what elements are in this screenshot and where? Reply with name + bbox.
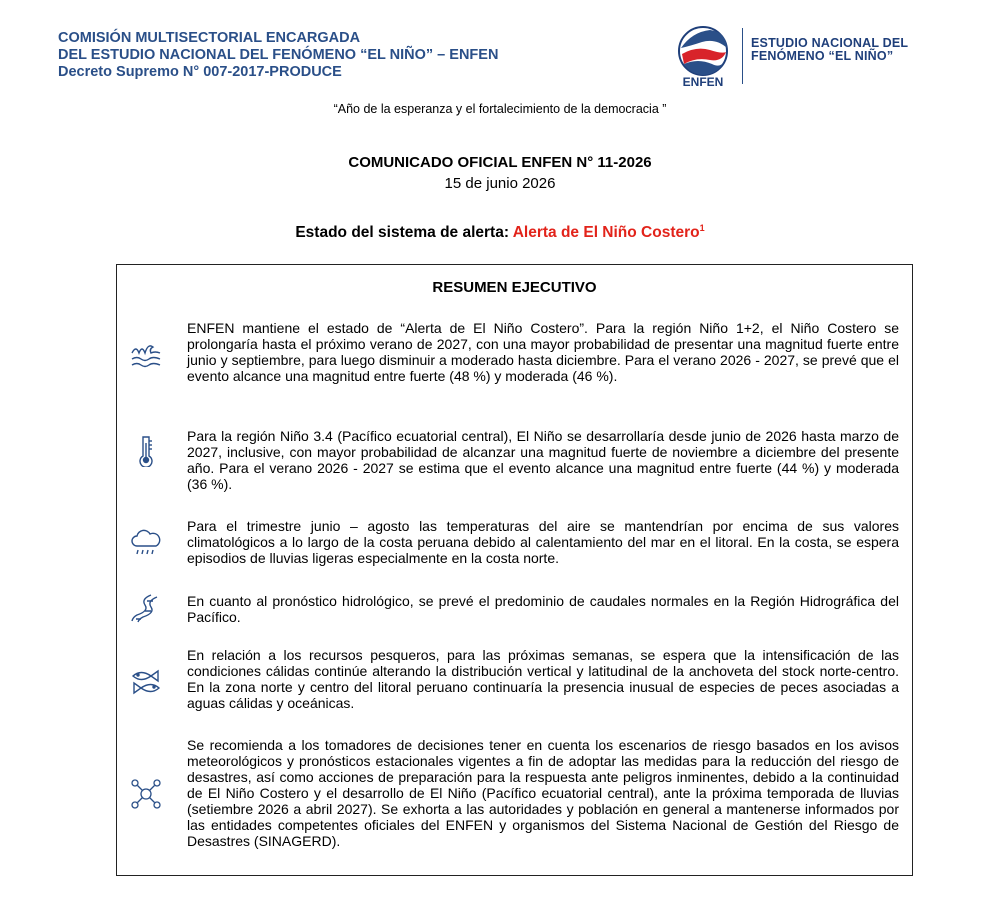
executive-summary-box: [116, 264, 913, 876]
thermometer-icon: [129, 433, 163, 467]
organization-header: [58, 30, 498, 81]
summary-item-5: En relación a los recursos pesqueros, para las próximas semanas, se espera que la intensificación de las condiciones cálidas continúe alterando la distribución vertical y latitudinal de la anchoveta del stock norte-centro. En la zona norte y centro del litoral peruano continuaría la presencia inusual de especies de peces asociadas a aguas cálidas y oceánicas.: [187, 647, 899, 711]
org-line-1: COMISIÓN MULTISECTORIAL ENCARGADA: [58, 30, 361, 46]
communique-title: COMUNICADO OFICIAL ENFEN N° 11-2026: [348, 154, 652, 171]
summary-item-2: Para la región Niño 3.4 (Pacífico ecuatorial central), El Niño se desarrollaría desde junio de 2026 hasta marzo de 2027, inclusive, con mayor probabilidad de alcanzar una magnitud fuerte de noviembre a diciembre del presente año. Para el verano 2026 - 2027 se estima que el evento alcance una magnitud entre fuerte (44 %) y moderada (36 %).: [187, 428, 899, 492]
waves-icon: [129, 339, 163, 373]
river-icon: [129, 591, 163, 625]
alert-status-label: Estado del sistema de alerta:: [295, 224, 513, 242]
logo-word: ENFEN: [682, 75, 724, 88]
summary-item-4: En cuanto al pronóstico hidrológico, se prevé el predominio de caudales normales en la Región Hidrográfica del Pacífico.: [187, 593, 899, 625]
network-people-icon: [129, 777, 163, 811]
logo-divider: [742, 28, 743, 84]
year-motto: “Año de la esperanza y el fortalecimiento de la democracia ”: [333, 102, 667, 116]
communique-date: 15 de junio 2026: [444, 175, 556, 192]
org-line-2: DEL ESTUDIO NACIONAL DEL FENÓMENO “EL NIÑO” – ENFEN: [58, 47, 499, 63]
enfen-logo-icon: [670, 24, 736, 88]
logo-caption-line-1: ESTUDIO NACIONAL DEL: [751, 36, 909, 50]
alert-footnote-marker: 1: [699, 223, 705, 233]
summary-item-3: Para el trimestre junio – agosto las temperaturas del aire se mantendrían por encima de sus valores climatológicos a lo largo de la costa peruana debido al calentamiento del mar en el litoral. En la costa, se espera episodios de lluvias ligeras especialmente en la costa norte.: [187, 518, 899, 566]
rain-cloud-icon: [129, 525, 163, 559]
logo-caption: [751, 37, 908, 63]
logo-caption-line-2: FENÓMENO “EL NIÑO”: [751, 49, 894, 63]
alert-status-value: [513, 224, 705, 241]
alert-status: [0, 223, 1000, 242]
summary-item-6: Se recomienda a los tomadores de decisiones tener en cuenta los escenarios de riesgo basados en los avisos meteorológicos y pronósticos estacionales vigentes a fin de adoptar las medidas para la reducción del riesgo de desastres, así como acciones de preparación para la respuesta ante peligros inminentes, debido a la continuidad de El Niño Costero y el desarrollo de El Niño (Pacífico ecuatorial central), ante la próxima temporada de lluvias (setiembre 2026 a abril 2027). Se exhorta a las autoridades y población en general a mantenerse informados por las entidades competentes oficiales del ENFEN y organismos del Sistema Nacional de Gestión del Riesgo de Desastres (SINAGERD).: [187, 737, 899, 849]
executive-summary-heading: RESUMEN EJECUTIVO: [432, 279, 597, 296]
org-line-3: Decreto Supremo N° 007-2017-PRODUCE: [58, 64, 342, 80]
summary-item-1: ENFEN mantiene el estado de “Alerta de El Niño Costero”. Para la región Niño 1+2, el Niño Costero se prolongaría hasta el próximo verano de 2027, con una mayor probabilidad de presentar una magnitud fuerte entre junio y septiembre, para luego disminuir a moderado hasta diciembre. Para el verano 2026 - 2027, se prevé que el evento alcance una magnitud entre fuerte (48 %) y moderada (46 %).: [187, 320, 899, 384]
alert-status-value-text: Alerta de El Niño Costero: [512, 224, 700, 242]
fish-icon: [129, 665, 163, 699]
